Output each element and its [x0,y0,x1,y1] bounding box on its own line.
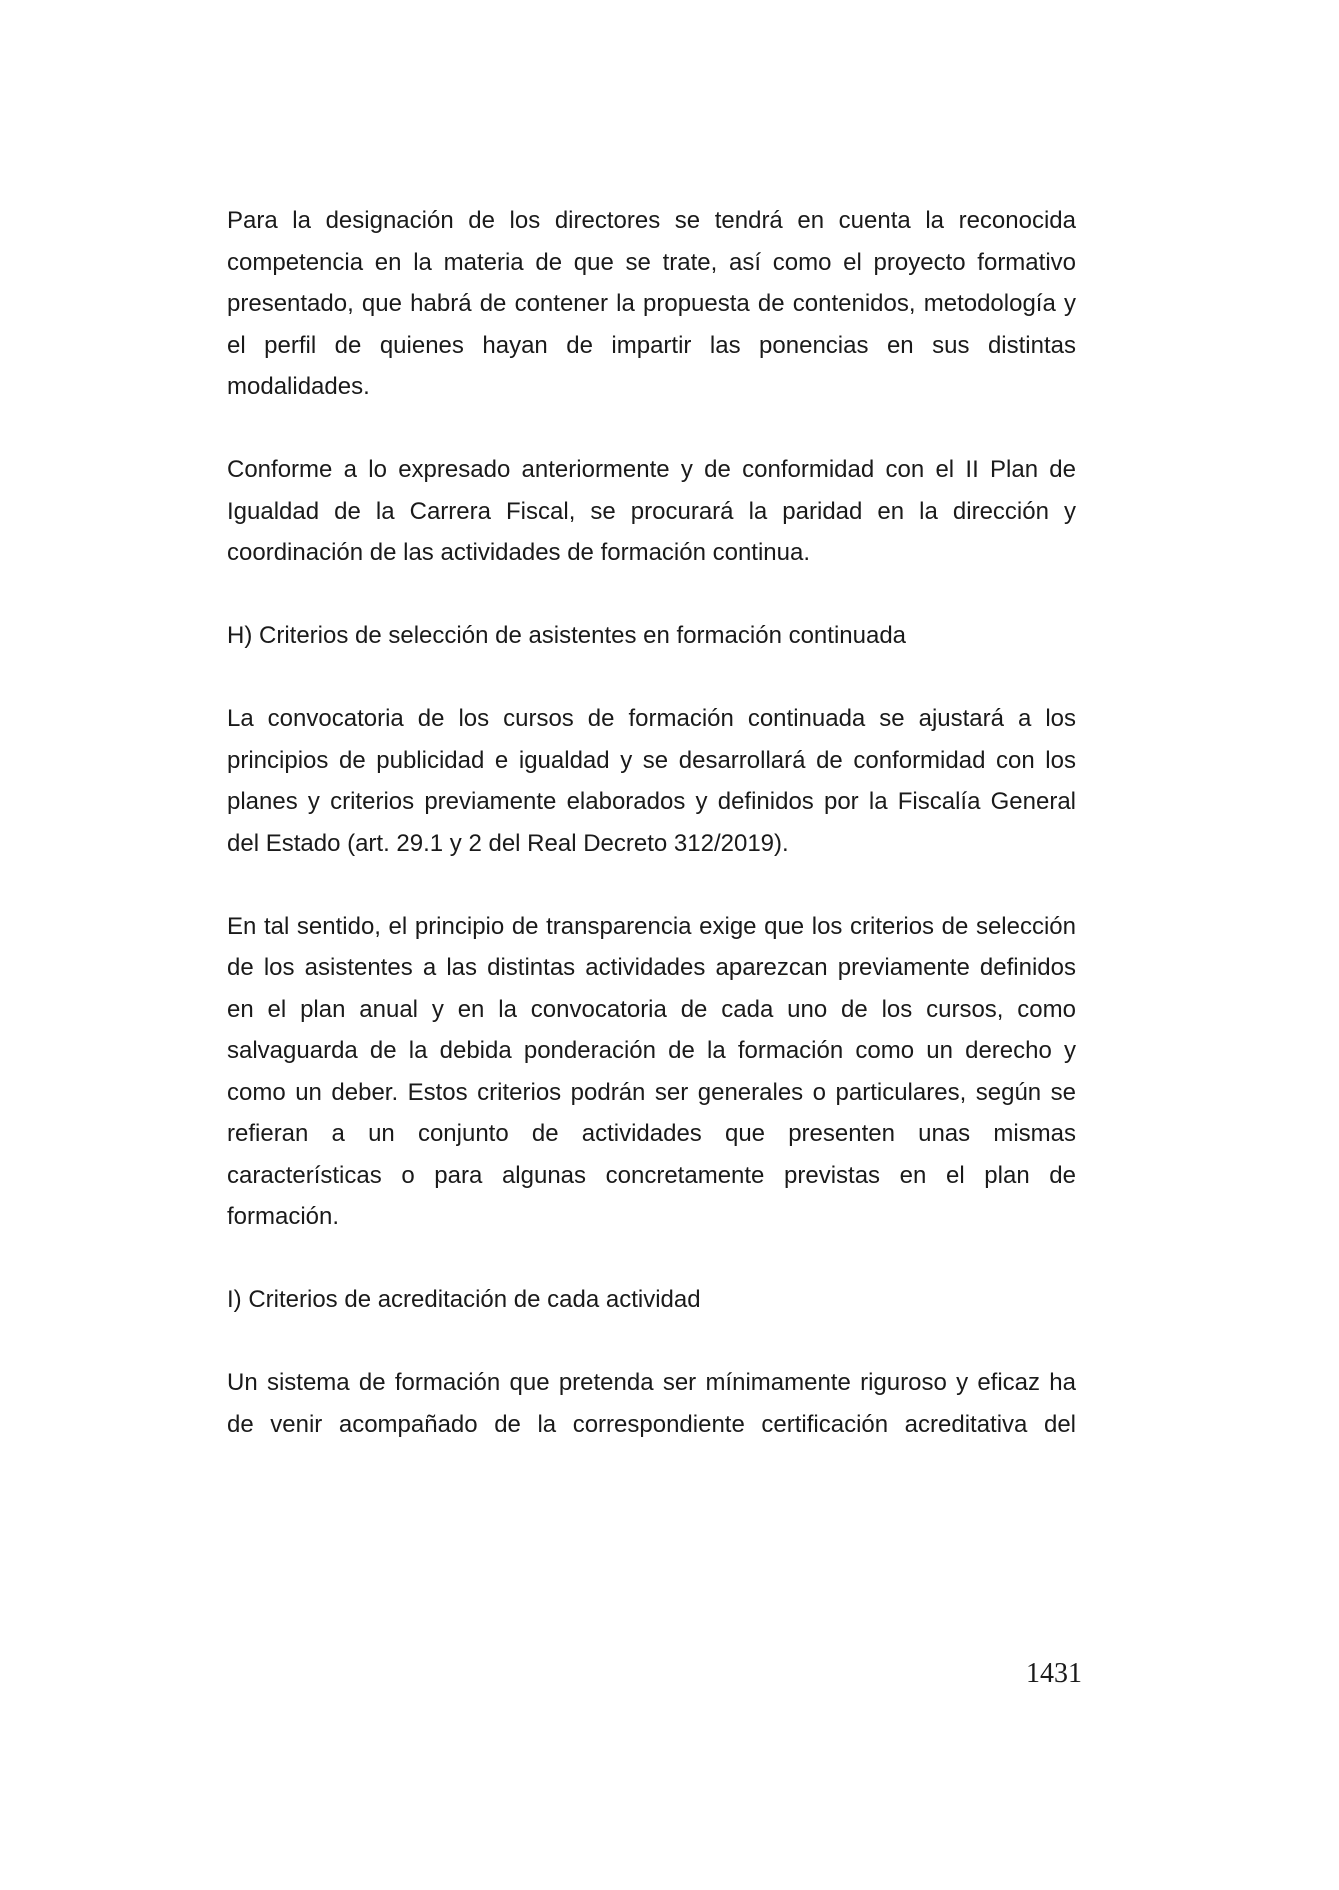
paragraph-spacer [227,1238,1076,1280]
paragraph-spacer [227,1321,1076,1363]
paragraph-course-call: La convocatoria de los cursos de formación continuada se ajustará a los principios de publicidad e igualdad y se desarrollará de conformidad con los planes y criterios previamente elaborados y definidos por la Fiscalía General del Estado (art. 29.1 y 2 del Real Decreto 312/2019). [227,705,1076,857]
paragraph-spacer [227,864,1076,906]
section-heading-i: I) Criterios de acreditación de cada actividad [227,1286,701,1313]
paragraph-spacer [227,574,1076,616]
paragraph-equality-plan: Conforme a lo expresado anteriormente y de conformidad con el II Plan de Igualdad de la Carrera Fiscal, se procurará la paridad en la dirección y coordinación de las actividades de formación continua. [227,456,1076,566]
page-body [227,200,1076,1445]
paragraph-transparency: En tal sentido, el principio de transparencia exige que los criterios de selección de los asistentes a las distintas actividades aparezcan previamente definidos en el plan anual y en la convocatoria de cada uno de los cursos, como salvaguarda de la debida ponderación de la formación como un derecho y como un deber. Estos criterios podrán ser generales o particulares, según se refieran a un conjunto de actividades que presenten unas mismas características o para algunas concretamente previstas en el plan de formación. [227,912,1076,1230]
paragraph-spacer [227,408,1076,450]
page-number: 1431 [1026,1658,1082,1689]
section-heading-h: H) Criterios de selección de asistentes en formación continuada [227,622,907,649]
paragraph-spacer [227,657,1076,699]
paragraph-training-system: Un sistema de formación que pretenda ser mínimamente riguroso y eficaz ha de venir acompañado de la correspondiente certificación acreditativa del [227,1369,1076,1438]
paragraph-directors-designation: Para la designación de los directores se tendrá en cuenta la reconocida competencia en la materia de que se trate, así como el proyecto formativo presentado, que habrá de contener la propuesta de contenidos, metodología y el perfil de quienes hayan de impartir las ponencias en sus distintas modalidades. [227,207,1076,400]
